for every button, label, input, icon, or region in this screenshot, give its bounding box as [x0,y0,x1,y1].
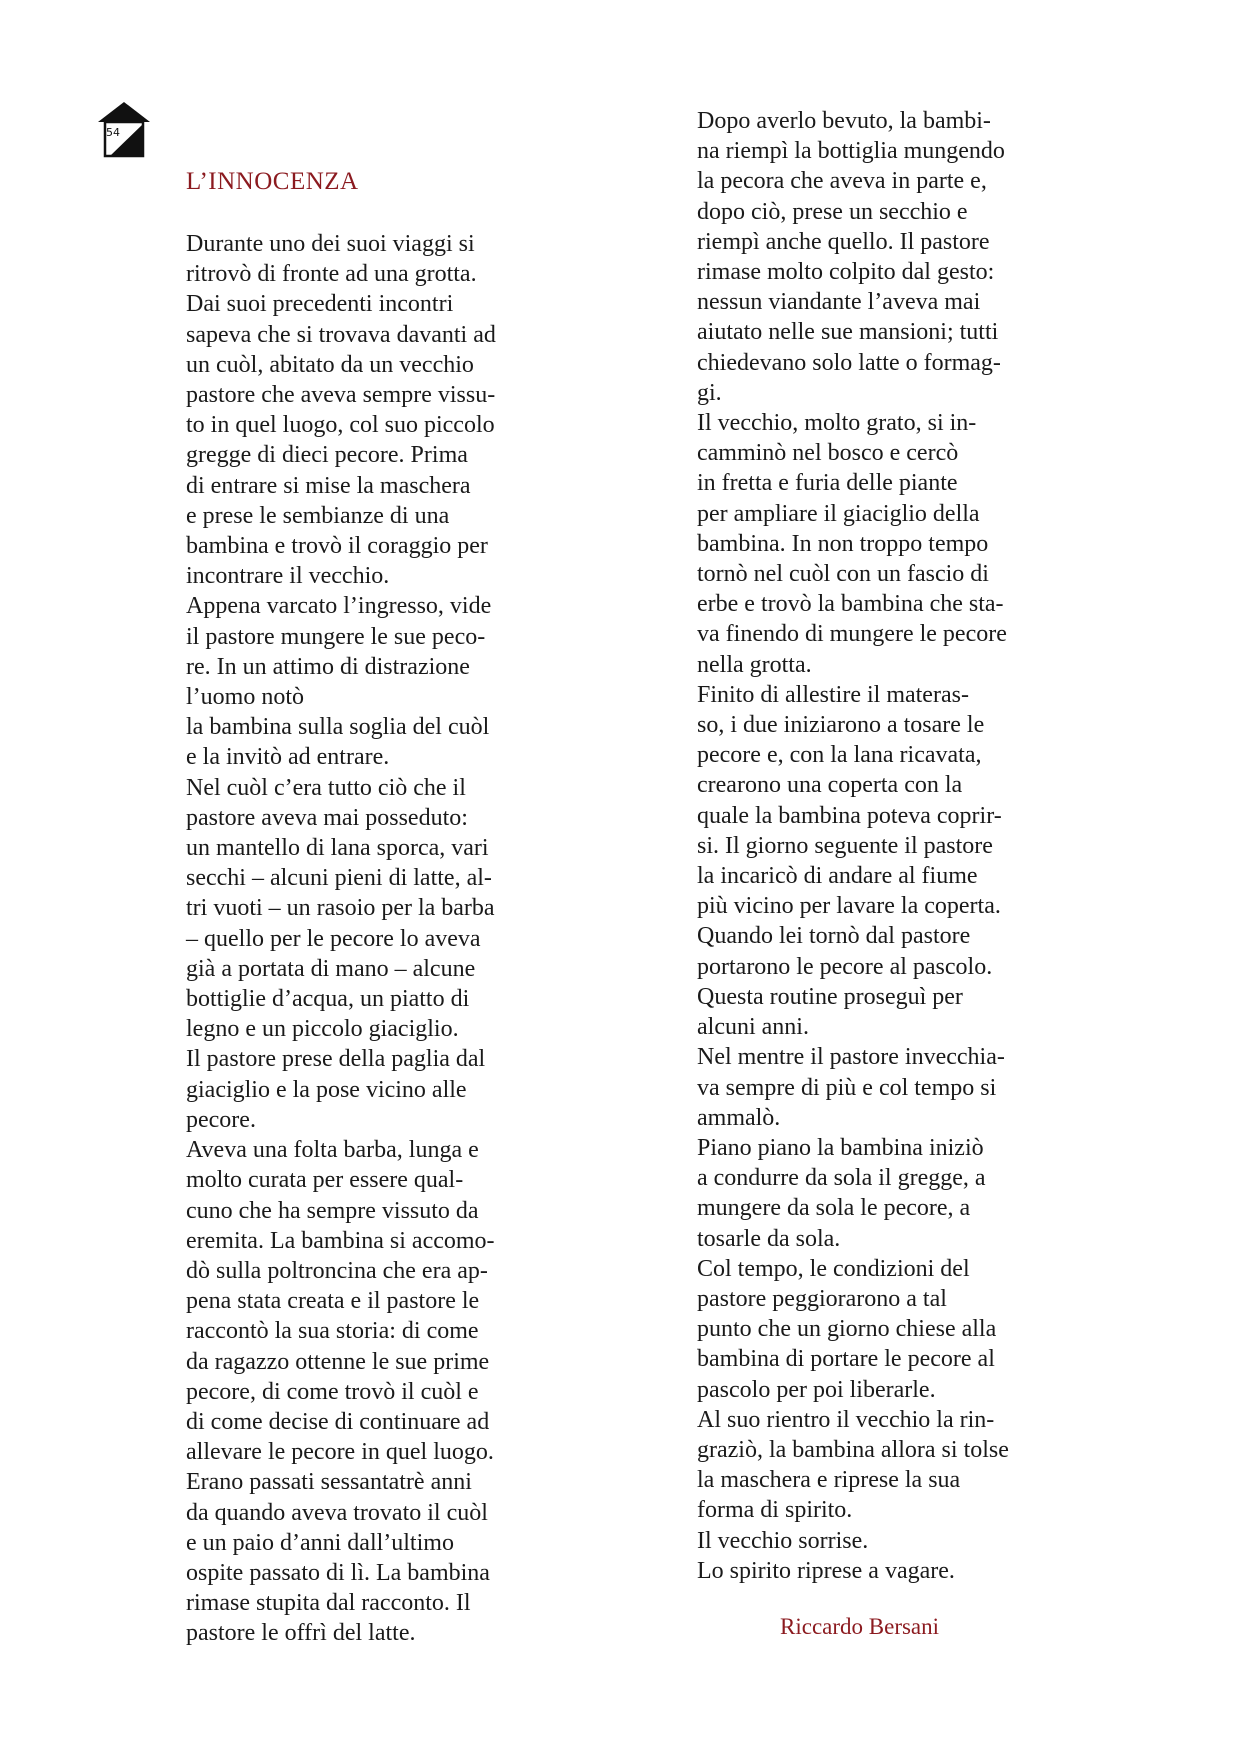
text-line: pastore peggiorarono a tal [697,1285,947,1312]
text-line: ospite passato di lì. La bambina [186,1559,490,1586]
text-line: tornò nel cuòl con un fascio di [697,561,989,588]
text-line: bambina e trovò il coraggio per [186,533,488,560]
text-line: dopo ciò, prese un secchio e [697,198,968,225]
text-line: raccontò la sua storia: di come [186,1318,479,1345]
text-line: nessun viandante l’aveva mai [697,289,981,316]
text-line: la bambina sulla soglia del cuòl [186,714,490,741]
text-line: e la invitò ad entrare. [186,744,390,771]
text-line: Nel cuòl c’era tutto ciò che il [186,774,466,801]
text-line: Finito di allestire il materas- [697,681,969,708]
text-line: portarono le pecore al pascolo. [697,953,993,980]
text-line: erbe e trovò la bambina che sta- [697,591,1004,618]
text-line: Dopo averlo bevuto, la bambi- [697,108,991,134]
text-line: so, i due iniziarono a tosare le [697,712,985,739]
text-line: to in quel luogo, col suo piccolo [186,412,495,439]
text-line: un cuòl, abitato da un vecchio [186,351,474,378]
text-line: molto curata per essere qual- [186,1167,464,1194]
text-line: Nel mentre il pastore invecchia- [697,1044,1005,1071]
text-line: la maschera e riprese la sua [697,1467,961,1494]
text-line: Erano passati sessantatrè anni [186,1469,472,1496]
text-line: gregge di dieci pecore. Prima [186,442,468,469]
text-line: ammalò. [697,1104,781,1131]
article-author: Riccardo Bersani [780,1614,940,1639]
text-line: quale la bambina poteva coprir- [697,802,1002,829]
text-line: a condurre da sola il gregge, a [697,1165,986,1192]
page-number: 54 [106,126,120,139]
text-line: Quando lei tornò dal pastore [697,923,971,950]
text-line: pecore, di come trovò il cuòl e [186,1378,479,1405]
text-line: da ragazzo ottenne le sue prime [186,1348,490,1375]
text-line: la incaricò di andare al fiume [697,863,978,890]
text-line: bottiglie d’acqua, un piatto di [186,986,470,1013]
text-line: di entrare si mise la maschera [186,472,471,499]
text-line: Questa routine proseguì per [697,983,963,1010]
text-line: incontrare il vecchio. [186,563,390,590]
text-line: bambina. In non troppo tempo [697,530,989,557]
text-line: pena stata creata e il pastore le [186,1288,480,1315]
text-line: il pastore mungere le sue peco- [186,623,486,650]
text-line: pastore le offrì del latte. [186,1620,416,1647]
text-line: rimase stupita dal racconto. Il [186,1590,471,1617]
text-line: gi. [697,379,722,406]
text-line: camminò nel bosco e cercò [697,440,959,467]
text-line: pascolo per poi liberarle. [697,1376,936,1403]
text-line: pastore aveva mai posseduto: [186,804,468,831]
text-line: forma di spirito. [697,1497,853,1524]
text-line: mungere da sola le pecore, a [697,1195,971,1222]
text-line: alcuni anni. [697,1014,809,1041]
text-line: Dai suoi precedenti incontri [186,291,454,318]
text-line: nella grotta. [697,651,812,678]
text-line: graziò, la bambina allora si tolse [697,1436,1009,1463]
text-line: l’uomo notò [186,684,304,711]
text-line: na riempì la bottiglia mungendo [697,138,1005,165]
text-line: Il vecchio sorrise. [697,1527,869,1554]
text-line: tri vuoti – un rasoio per la barba [186,895,495,922]
text-line: Col tempo, le condizioni del [697,1255,970,1282]
text-line: pecore. [186,1106,256,1133]
text-line: Appena varcato l’ingresso, vide [186,593,492,620]
text-line: di come decise di continuare ad [186,1408,490,1435]
text-line: – quello per le pecore lo aveva [186,925,481,952]
text-line: e un paio d’anni dall’ultimo [186,1529,454,1556]
text-line: pastore che aveva sempre vissu- [186,382,496,409]
text-line: punto che un giorno chiese alla [697,1316,997,1343]
text-line: la pecora che aveva in parte e, [697,168,987,195]
text-line: re. In un attimo di distrazione [186,653,470,680]
text-line: Piano piano la bambina iniziò [697,1134,984,1161]
text-line: e prese le sembianze di una [186,502,450,529]
text-line: rimase molto colpito dal gesto: [697,259,995,286]
text-line: Durante uno dei suoi viaggi si [186,231,475,257]
text-line: dò sulla poltroncina che era ap- [186,1257,488,1284]
text-line: chiedevano solo latte o formag- [697,349,1001,376]
text-line: crearono una coperta con la [697,772,963,799]
text-line: Lo spirito riprese a vagare. [697,1557,955,1584]
page-number-house-icon [96,100,152,158]
text-line: legno e un piccolo giaciglio. [186,1016,459,1043]
text-line: da quando aveva trovato il cuòl [186,1499,488,1526]
text-line: riempì anche quello. Il pastore [697,228,990,255]
text-line: cuno che ha sempre vissuto da [186,1197,479,1224]
text-line: bambina di portare le pecore al [697,1346,995,1373]
text-line: Aveva una folta barba, lunga e [186,1137,479,1164]
text-line: va finendo di mungere le pecore [697,621,1007,648]
text-line: aiutato nelle sue mansioni; tutti [697,319,999,346]
text-line: ritrovò di fronte ad una grotta. [186,261,477,288]
text-line: Al suo rientro il vecchio la rin- [697,1406,995,1433]
text-line: più vicino per lavare la coperta. [697,893,1001,920]
text-line: un mantello di lana sporca, vari [186,835,489,862]
text-line: Il pastore prese della paglia dal [186,1046,486,1073]
text-line: in fretta e furia delle piante [697,470,958,497]
text-line: pecore e, con la lana ricavata, [697,742,982,769]
text-line: sapeva che si trovava davanti ad [186,321,496,348]
text-line: giaciglio e la pose vicino alle [186,1076,467,1103]
text-column-left [186,229,586,1649]
article-title: L’INNOCENZA [186,168,359,195]
text-line: secchi – alcuni pieni di latte, al- [186,865,492,892]
text-line: allevare le pecore in quel luogo. [186,1439,494,1466]
text-column-right [697,106,1097,1586]
text-line: per ampliare il giaciglio della [697,500,980,527]
text-line: eremita. La bambina si accomo- [186,1227,495,1254]
text-line: già a portata di mano – alcune [186,955,476,982]
text-line: Il vecchio, molto grato, si in- [697,410,977,437]
text-line: va sempre di più e col tempo si [697,1074,997,1101]
text-line: tosarle da sola. [697,1225,841,1252]
text-line: si. Il giorno seguente il pastore [697,832,993,859]
